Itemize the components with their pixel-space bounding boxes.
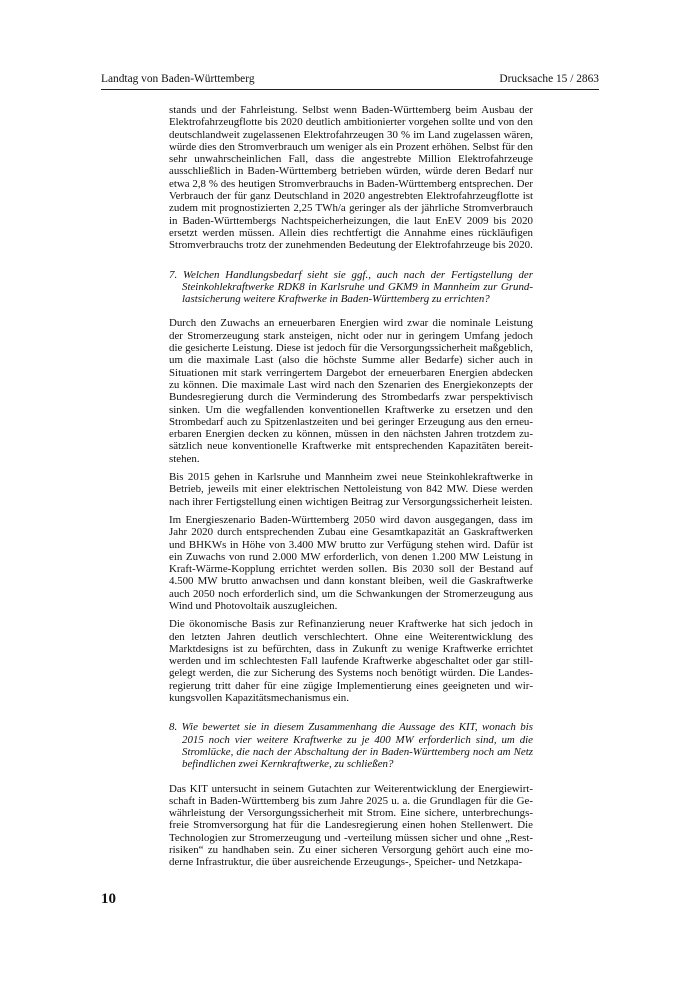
question-8: 8. Wie bewertet sie in diesem Zusammenhang die Aussage des KIT, wonach bis 2015 noch vier weitere Kraftwerke zu je 400 MW erforderlich sind, um die Stromlücke, die nach der Abschaltung der in Baden-Württemberg noch am Netz befindlichen zwei Kernkraftwerke, zu schließen?: [169, 721, 533, 771]
header-parliament: Landtag von Baden-Württemberg: [101, 73, 255, 85]
answer-paragraph: Die ökonomische Basis zur Refinanzierung neuer Kraftwerke hat sich jedoch in den letzten Jahren deutlich verschlechtert. Ohne eine Weiterentwicklung des Marktdesigns ist zu befürchten, dass in Zukunft zu wenige Kraftwerke errichtet werden und im schlechtesten Fall laufende Kraftwerke abgeschaltet oder gar stillgelegt werden, die zur Sicherung des Systems noch benötigt würden. Die Landesregierung tritt daher für eine zügige Implementierung eines geeigneten und wirkungsvollen Kapazitätsmechanismus ein.: [169, 618, 533, 705]
answer-paragraph: Bis 2015 gehen in Karlsruhe und Mannheim zwei neue Steinkohlekraftwerke in Betrieb, jeweils mit einer elektrischen Nettoleistung von 842 MW. Diese werden nach ihrer Fertigstellung einen wichtigen Beitrag zur Versorgungssicherheit leisten.: [169, 471, 533, 508]
answer-paragraph: Durch den Zuwachs an erneuerbaren Energien wird zwar die nominale Leistung der Stromerzeugung stark ansteigen, nicht oder nur in geringem Umfang jedoch die gesicherte Leistung. Diese ist jedoch für die Versorgungssicherheit maßgeblich, um die maximale Last (also die höchste Summe aller Bedarfe) sicher auch in Situationen mit stark verringertem Dargebot der erneuerbaren Energien abdecken zu können. Die maximale Last wird nach den Szenarien des Energiekonzepts der Bundesregierung durch die Verminderung des Strombedarfs zwar perspektivisch sinken. Um die wegfallenden konventionellen Kraftwerke zu ersetzen und den Strombedarf auch zu Spitzenlastzeiten und bei geringer Erzeugung aus den erneuerbaren Energien decken zu können, müssen in den nächsten Jahren trotzdem zusätzlich neue konventionelle Kraftwerke mit entsprechenden Kapazitäten bereitstehen.: [169, 317, 533, 465]
body-text: [169, 104, 533, 875]
question-7: 7. Welchen Handlungsbedarf sieht sie ggf., auch nach der Fertigstellung der Steinkohlekraftwerke RDK8 in Karlsruhe und GKM9 in Mannheim zur Grundlastsicherung weitere Kraftwerke in Baden-Württemberg zu errichten?: [169, 268, 533, 306]
header-document-number: Drucksache 15 / 2863: [499, 73, 599, 85]
answer-paragraph: Das KIT untersucht in seinem Gutachten zur Weiterentwicklung der Energiewirtschaft in Baden-Württemberg bis zum Jahre 2025 u. a. die Grundlagen für die Gewährleistung der Versorgungssicherheit mit Strom. Eine sichere, unterbrechungsfreie Stromversorgung hat für die Landesregierung einen hohen Stellenwert. Die Technologien zur Stromerzeugung und -verteilung müssen sicher und ohne „Restrisiken“ zu handhaben sein. Zu einer sicheren Versorgung gehört auch eine moderne Infrastruktur, die über ausreichende Erzeugungs-, Speicher- und Netzkapa-: [169, 782, 533, 869]
running-header: [101, 72, 599, 86]
answer-paragraph: Im Energieszenario Baden-Württemberg 2050 wird davon ausgegangen, dass im Jahr 2020 durch entsprechenden Zubau eine Gesamtkapazität an Gaskraftwerken und BHKWs in Höhe von 3.400 MW brutto zur Verfügung stehen wird. Dafür ist ein Zuwachs von rund 2.000 MW erforderlich, von denen 1.200 MW Leistung in Kraft-Wärme-Kopplung errichtet werden sollen. Bis 2030 soll der Bestand auf 4.500 MW brutto anwachsen und dann konstant bleiben, weil die Gaskraftwerke auch 2050 noch erforderlich sind, um die Schwankungen der Stromerzeugung aus Wind und Photovoltaik auszugleichen.: [169, 513, 533, 612]
header-rule: [101, 89, 599, 90]
paragraph-continuation: stands und der Fahrleistung. Selbst wenn Baden-Württemberg beim Ausbau der Elektrofahrzeugflotte bis 2020 deutlich ambitionierter vorgehen sollte und von den deutschlandweit zugelassenen Elektrofahrzeugen 30 % im Land zugelassen wären, würde dies den Stromverbrauch um weniger als ein Prozent erhöhen. Selbst für den sehr unwahrscheinlichen Fall, dass die angestrebte Million Elektrofahrzeuge ausschließlich in Baden-Württemberg betrieben würden, würde deren Bedarf nur etwa 2,8 % des heutigen Stromverbrauchs in Baden-Württemberg entsprechen. Der Verbrauch der für ganz Deutschland in 2020 angestrebten Elektrofahrzeugflotte ist zudem mit prognostizierten 2,25 TWh/a geringer als der jährliche Stromverbrauch in Baden-Württembergs Nachtspeicherheizungen, die laut EnEV 2009 bis 2020 ersetzt werden müssen. Allein dies rechtfertigt die Annahme eines rückläufigen Stromverbrauchs trotz der zunehmenden Bedeutung der Elektrofahrzeuge bis 2020.: [169, 104, 533, 252]
page-number: 10: [101, 891, 116, 907]
